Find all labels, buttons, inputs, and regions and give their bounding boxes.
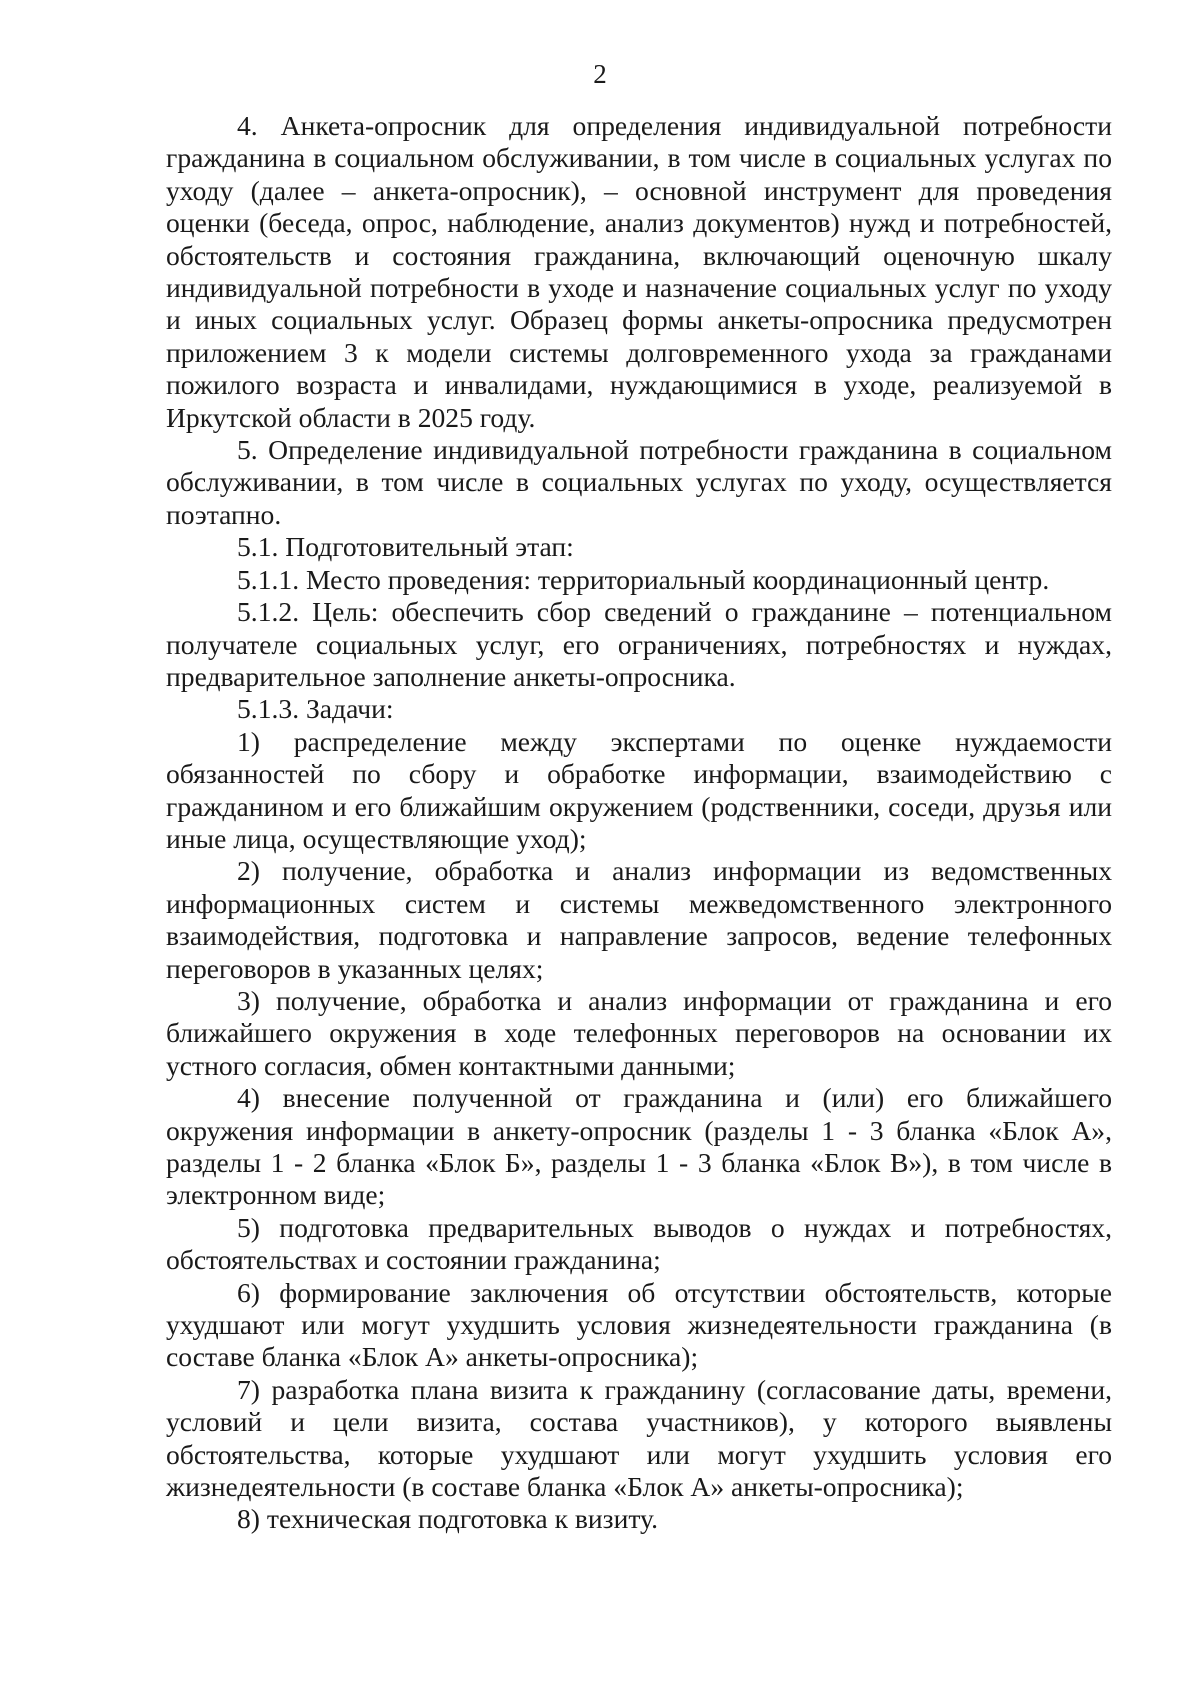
list-item-4: 4) внесение полученной от гражданина и (или) его ближайшего окружения информации в анкету-опросник (разделы 1 - 3 бланка «Блок А», разделы 1 - 2 бланка «Блок Б», разделы 1 - 3 бланка «Блок В»), в том числе в электронном виде; [166, 1082, 1112, 1211]
paragraph-5-1-2: 5.1.2. Цель: обеспечить сбор сведений о гражданине – потенциальном получателе социальных услуг, его ограничениях, потребностях и нуждах, предварительное заполнение анкеты-опросника. [166, 596, 1112, 692]
list-item-7: 7) разработка плана визита к гражданину (согласование даты, времени, условий и цели визита, состава участников), у которого выявлены обстоятельства, которые ухудшают или могут ухудшить условия его жизнедеятельности (в составе бланка «Блок А» анкеты-опросника); [166, 1373, 1112, 1503]
list-item-1: 1) распределение между экспертами по оценке нуждаемости обязанностей по сбору и обработке информации, взаимодействию с гражданином и его ближайшим окружением (родственники, соседи, друзья или иные лица, осуществляющие уход); [166, 725, 1112, 854]
page-number: 2 [593, 59, 607, 89]
paragraph-5-1-1: 5.1.1. Место проведения: территориальный координационный центр. [237, 563, 1050, 595]
paragraph-5-1-3: 5.1.3. Задачи: [237, 693, 394, 725]
list-item-2: 2) получение, обработка и анализ информации из ведомственных информационных систем и системы межведомственного электронного взаимодействия, подготовка и направление запросов, ведение телефонных переговоров в указанных целях; [166, 855, 1112, 984]
paragraph-5: 5. Определение индивидуальной потребности гражданина в социальном обслуживании, в том числе в социальных услугах по уходу, осуществляется поэтапно. [166, 434, 1112, 530]
list-item-8: 8) техническая подготовка к визиту. [237, 1503, 658, 1535]
document-body [166, 110, 1112, 1536]
list-item-6: 6) формирование заключения об отсутствии обстоятельств, которые ухудшают или могут ухудшить условия жизнедеятельности гражданина (в составе бланка «Блок А» анкеты-опросника); [166, 1276, 1112, 1373]
list-item-5: 5) подготовка предварительных выводов о нуждах и потребностях, обстоятельствах и состоянии гражданина; [166, 1211, 1112, 1276]
paragraph-4: 4. Анкета-опросник для определения индивидуальной потребности гражданина в социальном обслуживании, в том числе в социальных услугах по уходу (далее – анкета-опросник), – основной инструмент для проведения оценки (беседа, опрос, наблюдение, анализ документов) нужд и потребностей, обстоятельств и состояния гражданина, включающий оценочную шкалу индивидуальной потребности в уходе и назначение социальных услуг по уходу и иных социальных услуг. Образец формы анкеты-опросника предусмотрен приложением 3 к модели системы долговременного ухода за гражданами пожилого возраста и инвалидами, нуждающимися в уходе, реализуемой в Иркутской области в 2025 году. [166, 110, 1112, 433]
paragraph-5-1: 5.1. Подготовительный этап: [237, 531, 574, 563]
list-item-3: 3) получение, обработка и анализ информации от гражданина и его ближайшего окружения в ходе телефонных переговоров на основании их устного согласия, обмен контактными данными; [166, 984, 1112, 1081]
